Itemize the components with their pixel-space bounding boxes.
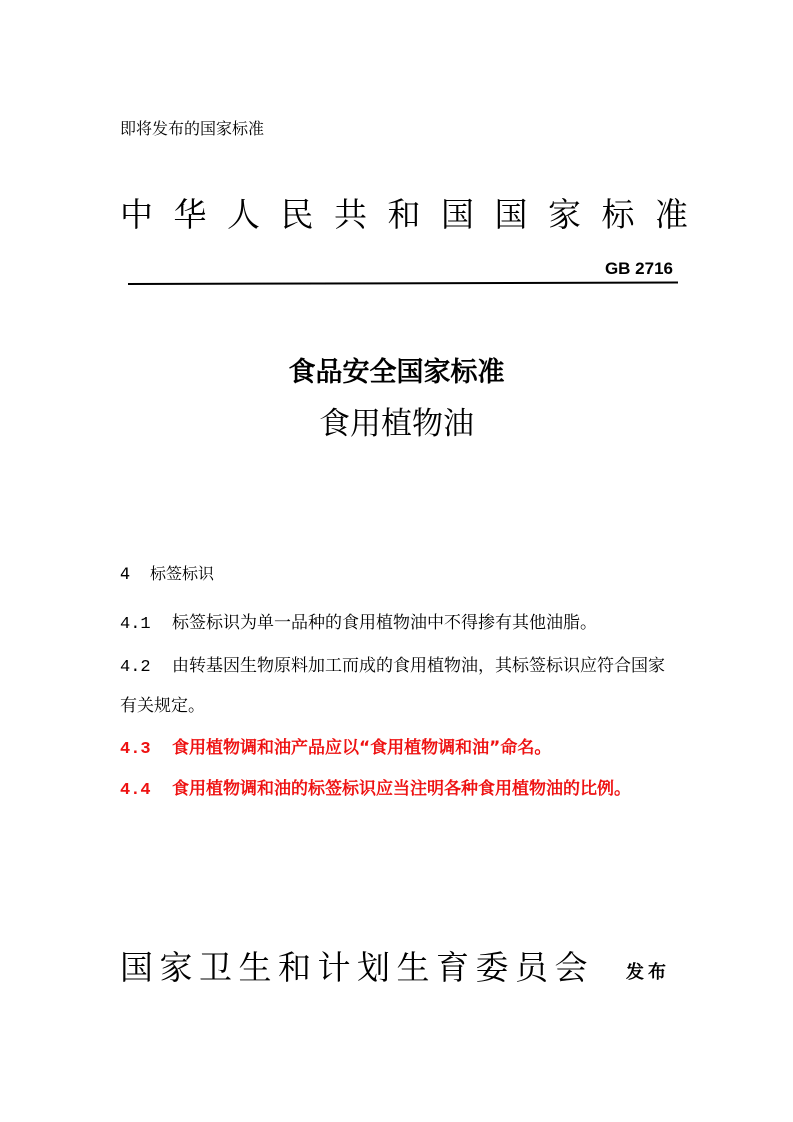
clause-4-3	[120, 729, 676, 769]
issue-label: 发布	[626, 962, 670, 983]
pending-notice: 即将发布的国家标准	[120, 119, 265, 138]
clause-number: 4.1	[120, 615, 151, 634]
clause-number: 4.2	[120, 658, 151, 677]
clause-text: 食用植物调和油产品应以“食用植物调和油”命名。	[172, 738, 552, 758]
clause-4-2	[120, 647, 676, 726]
clause-number: 4.4	[120, 781, 151, 800]
standard-number: GB 2716	[604, 259, 673, 278]
document-subtitle: 食用植物油	[319, 406, 474, 442]
clause-number: 4.3	[120, 740, 151, 759]
section-number: 4	[120, 564, 131, 583]
section-heading-text: 标签标识	[150, 564, 215, 583]
header-divider	[128, 282, 678, 285]
clause-text: 食用植物调和油的标签标识应当注明各种食用植物油的比例。	[172, 779, 631, 799]
section-heading	[120, 561, 214, 584]
issuing-authority: 国家卫生和计划生育委员会	[120, 948, 594, 987]
document-title: 食品安全国家标准	[288, 357, 505, 388]
clause-4-1	[120, 604, 676, 644]
clause-text: 由转基因生物原料加工而成的食用植物油，其标签标识应符合国家有关规定。	[120, 656, 665, 716]
national-standard-title: 中华人民共和国国家标准	[120, 195, 709, 234]
clause-text: 标签标识为单一品种的食用植物油中不得掺有其他油脂。	[172, 613, 597, 633]
clause-4-4	[120, 770, 676, 810]
